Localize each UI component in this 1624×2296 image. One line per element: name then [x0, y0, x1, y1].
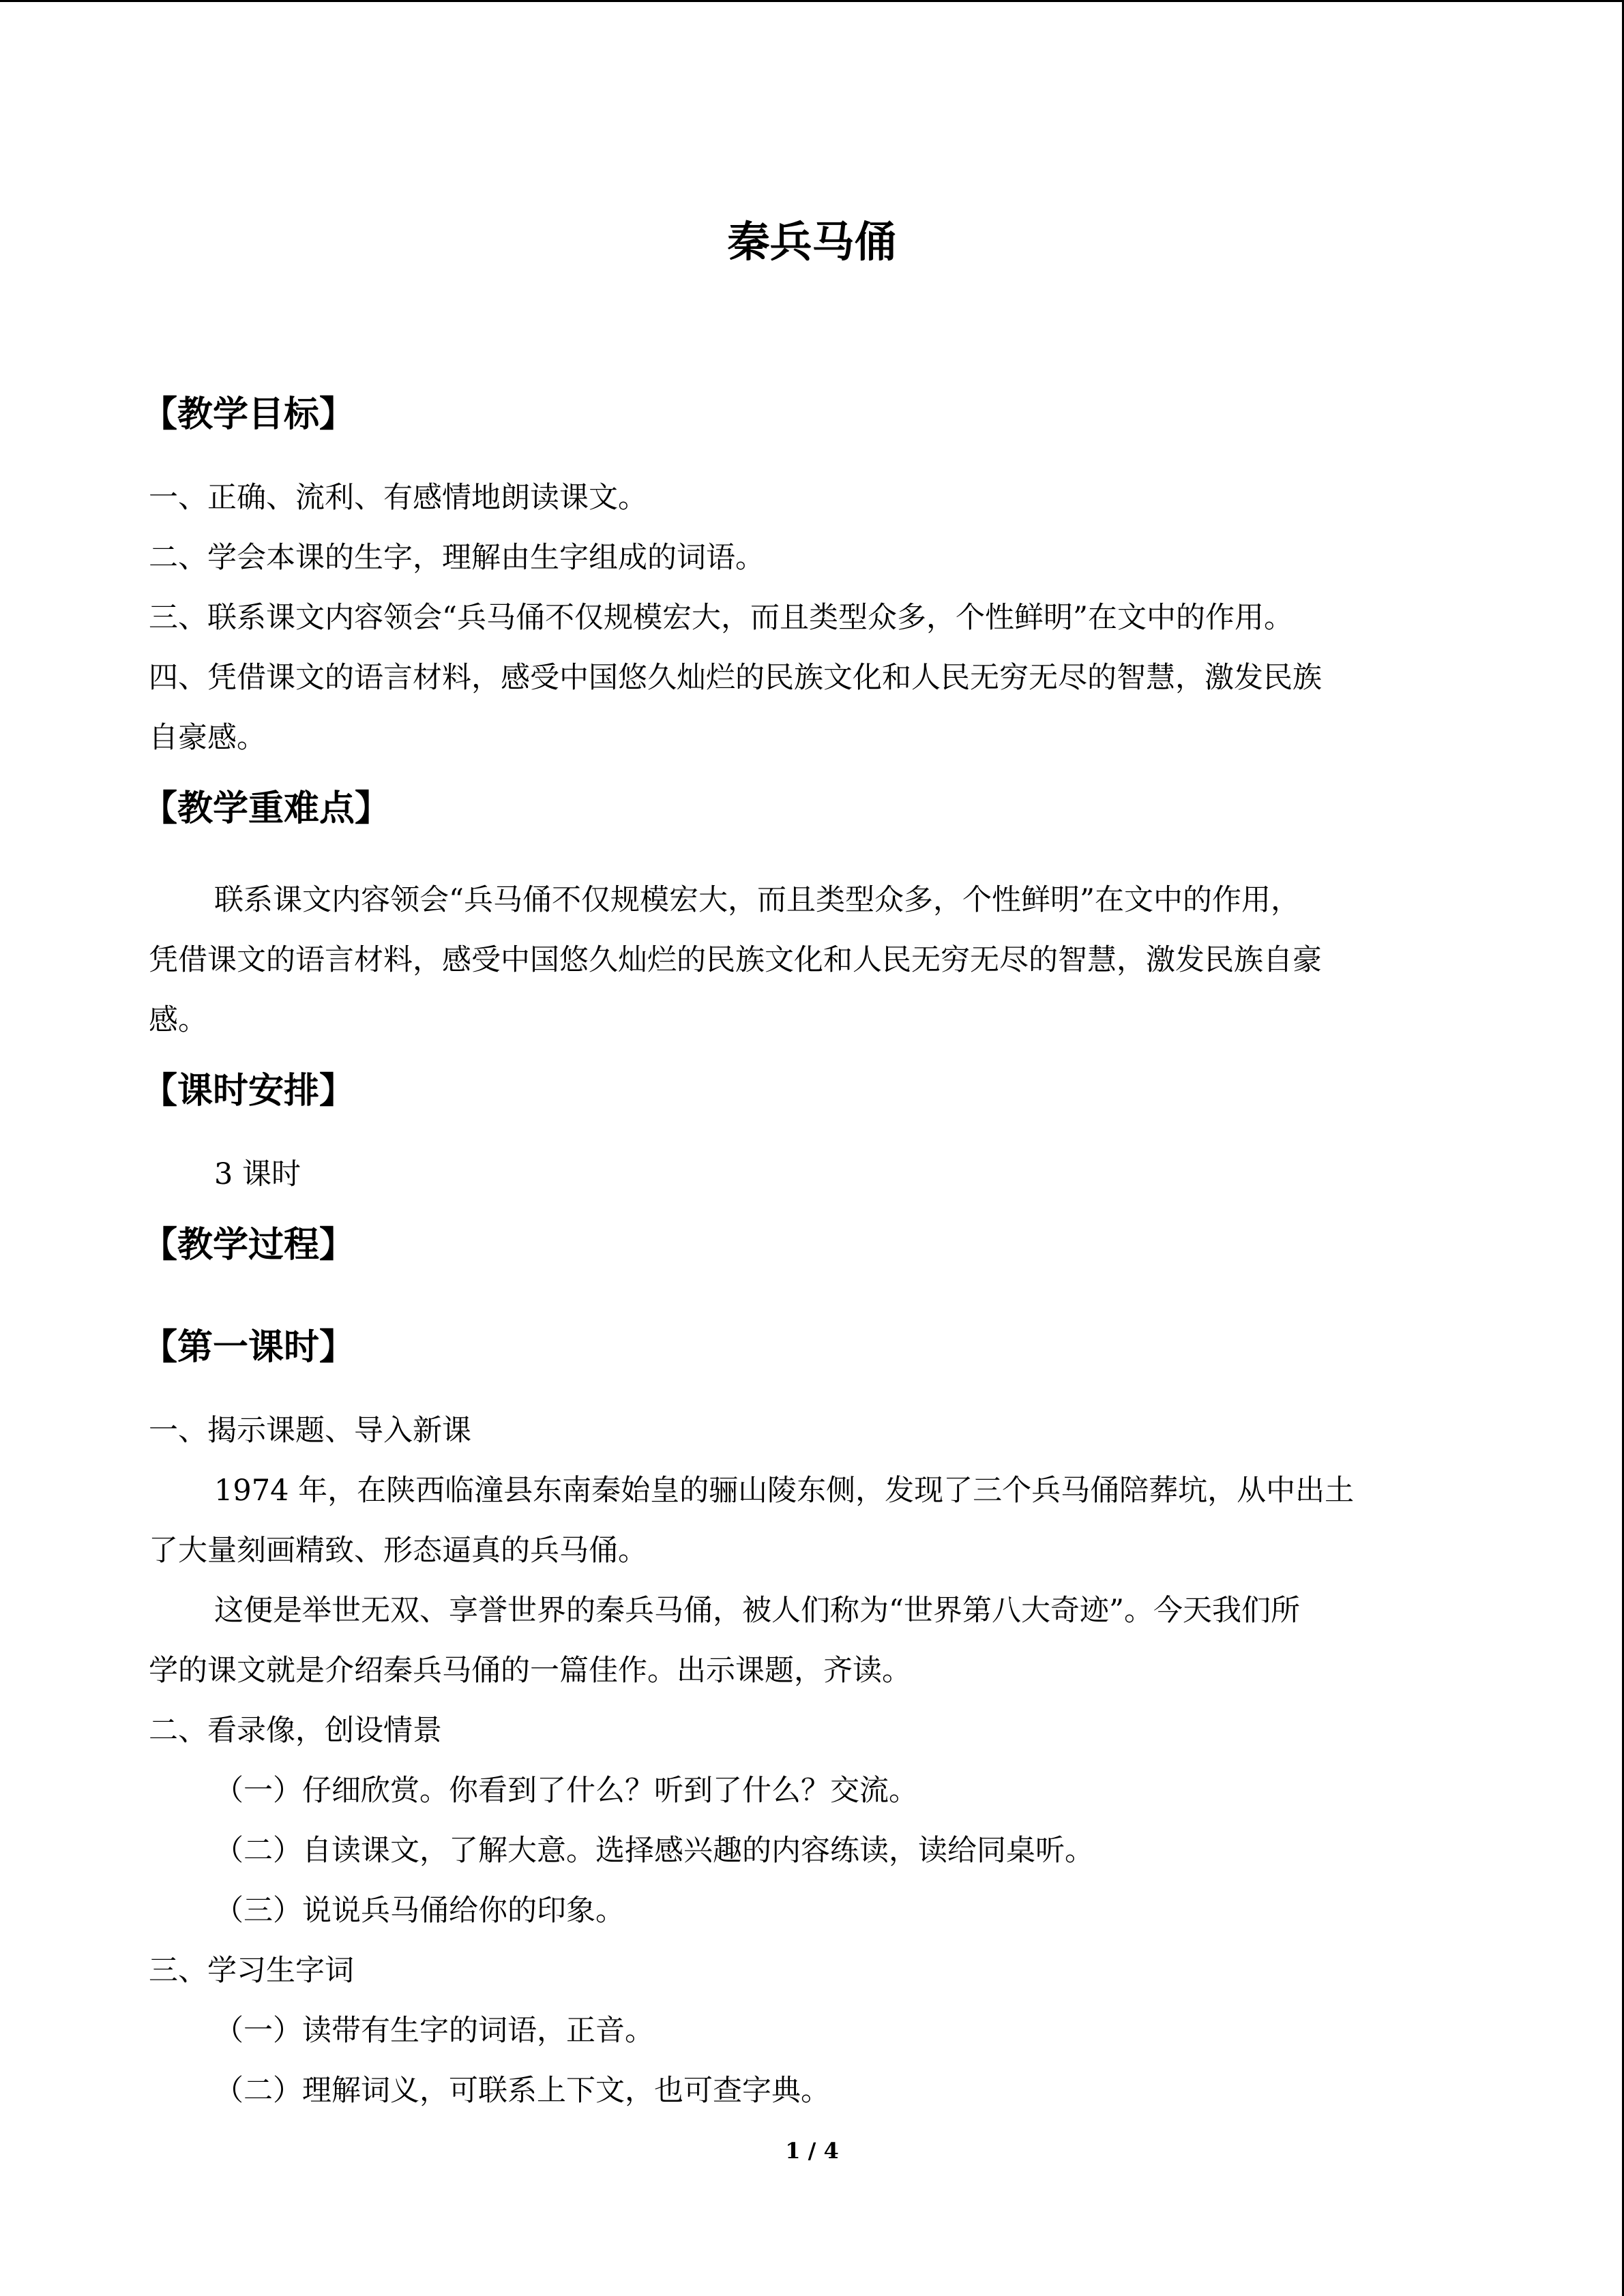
- part-2-item-2: （二）自读课文，了解大意。选择感兴趣的内容练读，读给同桌听。: [214, 1834, 1094, 1868]
- objective-4-line-1: 四、凭借课文的语言材料，感受中国悠久灿烂的民族文化和人民无穷无尽的智慧，激发民族: [149, 661, 1322, 695]
- part-3-item-2: （二）理解词义，可联系上下文，也可查字典。: [214, 2074, 830, 2108]
- part-1-p2-line-1: 这便是举世无双、享誉世界的秦兵马俑，被人们称为“世界第八大奇迹”。今天我们所: [214, 1594, 1300, 1628]
- part-1-p1-line-1: 1974 年，在陕西临潼县东南秦始皇的骊山陵东侧，发现了三个兵马俑陪葬坑，从中出土: [214, 1474, 1355, 1508]
- heading-lesson-1: 【第一课时】: [142, 1327, 355, 1368]
- page-number: 1 / 4: [785, 2138, 839, 2164]
- heading-schedule: 【课时安排】: [142, 1071, 355, 1112]
- objective-1: 一、正确、流利、有感情地朗读课文。: [149, 481, 647, 515]
- part-3-title: 三、学习生字词: [149, 1954, 354, 1988]
- schedule-text: 3 课时: [214, 1157, 301, 1191]
- part-1-title: 一、揭示课题、导入新课: [149, 1414, 471, 1448]
- objective-4-line-2: 自豪感。: [149, 721, 266, 755]
- page-title: 秦兵马俑: [727, 217, 897, 267]
- part-1-p2-line-2: 学的课文就是介绍秦兵马俑的一篇佳作。出示课题，齐读。: [149, 1654, 911, 1688]
- objective-3: 三、联系课文内容领会“兵马俑不仅规模宏大，而且类型众多，个性鲜明”在文中的作用。: [149, 601, 1293, 635]
- objective-2: 二、学会本课的生字，理解由生字组成的词语。: [149, 541, 765, 575]
- page-border-top: [0, 0, 1624, 2]
- part-3-item-1: （一）读带有生字的词语，正音。: [214, 2014, 654, 2048]
- part-1-p1-line-2: 了大量刻画精致、形态逼真的兵马俑。: [149, 1534, 647, 1568]
- part-2-title: 二、看录像，创设情景: [149, 1714, 442, 1748]
- key-points-line-3: 感。: [149, 1003, 207, 1037]
- heading-key-points: 【教学重难点】: [142, 788, 391, 829]
- part-2-item-3: （三）说说兵马俑给你的印象。: [214, 1894, 625, 1928]
- heading-objectives: 【教学目标】: [142, 394, 355, 435]
- document-body: [142, 374, 1475, 2121]
- key-points-line-2: 凭借课文的语言材料，感受中国悠久灿烂的民族文化和人民无穷无尽的智慧，激发民族自豪: [149, 943, 1322, 977]
- heading-process: 【教学过程】: [142, 1225, 355, 1266]
- part-2-item-1: （一）仔细欣赏。你看到了什么？听到了什么？交流。: [214, 1774, 918, 1808]
- key-points-line-1: 联系课文内容领会“兵马俑不仅规模宏大，而且类型众多，个性鲜明”在文中的作用，: [214, 883, 1300, 917]
